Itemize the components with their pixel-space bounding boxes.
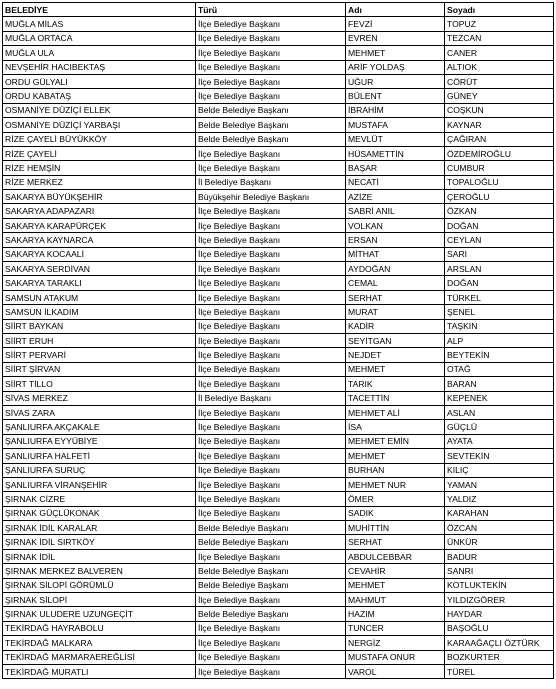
cell-turu: İlçe Belediye Başkanı <box>196 233 346 247</box>
table-row <box>3 549 554 563</box>
cell-turu: İlçe Belediye Başkanı <box>196 650 346 664</box>
table-row <box>3 492 554 506</box>
cell-turu: Belde Belediye Başkanı <box>196 118 346 132</box>
cell-belediye: ŞIRNAK GÜÇLÜKONAK <box>3 506 196 520</box>
table-row <box>3 621 554 635</box>
cell-belediye: MUĞLA MİLAS <box>3 17 196 31</box>
cell-belediye: ŞANLIURFA EYYÜBİYE <box>3 434 196 448</box>
cell-belediye: ŞIRNAK ULUDERE UZUNGEÇİT <box>3 607 196 621</box>
table-row <box>3 463 554 477</box>
cell-turu: İlçe Belediye Başkanı <box>196 31 346 45</box>
cell-turu: İlçe Belediye Başkanı <box>196 247 346 261</box>
cell-adi: TUNCER <box>346 621 445 635</box>
cell-soyadi: KOTLUKTEKİN <box>445 578 554 592</box>
cell-adi: KADİR <box>346 319 445 333</box>
table-row <box>3 190 554 204</box>
cell-adi: NEJDET <box>346 348 445 362</box>
cell-soyadi: YILDIZGÖRER <box>445 593 554 607</box>
cell-belediye: MUĞLA ULA <box>3 46 196 60</box>
cell-turu: İlçe Belediye Başkanı <box>196 89 346 103</box>
cell-soyadi: ŞENEL <box>445 305 554 319</box>
table-row <box>3 290 554 304</box>
cell-soyadi: CEYLAN <box>445 233 554 247</box>
cell-belediye: OSMANİYE DÜZİÇİ YARBAŞI <box>3 118 196 132</box>
cell-turu: İlçe Belediye Başkanı <box>196 305 346 319</box>
cell-soyadi: TOPALOĞLU <box>445 175 554 189</box>
cell-soyadi: SEVTEKİN <box>445 449 554 463</box>
header-row <box>3 3 554 17</box>
cell-belediye: SİİRT TİLLO <box>3 377 196 391</box>
cell-adi: SADIK <box>346 506 445 520</box>
cell-adi: MAHMUT <box>346 593 445 607</box>
table-row <box>3 146 554 160</box>
header-soyadi: Soyadı <box>445 3 554 17</box>
cell-soyadi: BARAN <box>445 377 554 391</box>
cell-turu: İlçe Belediye Başkanı <box>196 204 346 218</box>
header-belediye: BELEDİYE <box>3 3 196 17</box>
cell-belediye: ŞIRNAK İDİL KARALAR <box>3 521 196 535</box>
cell-adi: AZİZE <box>346 190 445 204</box>
cell-adi: İSA <box>346 420 445 434</box>
table-row <box>3 74 554 88</box>
cell-turu: İlçe Belediye Başkanı <box>196 477 346 491</box>
cell-soyadi: YAMAN <box>445 477 554 491</box>
cell-adi: CEVAHİR <box>346 564 445 578</box>
cell-belediye: RİZE HEMŞİN <box>3 161 196 175</box>
table-header <box>3 3 554 17</box>
cell-adi: SERHAT <box>346 290 445 304</box>
cell-adi: CEMAL <box>346 276 445 290</box>
cell-soyadi: OTAĞ <box>445 362 554 376</box>
cell-soyadi: SANRI <box>445 564 554 578</box>
cell-soyadi: DOĞAN <box>445 276 554 290</box>
cell-turu: Belde Belediye Başkanı <box>196 607 346 621</box>
cell-adi: MEHMET NUR <box>346 477 445 491</box>
cell-adi: MEVLÜT <box>346 132 445 146</box>
cell-belediye: TEKİRDAĞ MURATLI <box>3 664 196 678</box>
cell-adi: ÖMER <box>346 492 445 506</box>
cell-adi: MEHMET <box>346 449 445 463</box>
cell-soyadi: BADUR <box>445 549 554 563</box>
cell-adi: ERSAN <box>346 233 445 247</box>
cell-turu: İlçe Belediye Başkanı <box>196 218 346 232</box>
cell-belediye: ŞANLIURFA AKÇAKALE <box>3 420 196 434</box>
cell-turu: Belde Belediye Başkanı <box>196 132 346 146</box>
cell-soyadi: ALTIOK <box>445 60 554 74</box>
cell-adi: MEHMET ALİ <box>346 405 445 419</box>
cell-belediye: SAMSUN İLKADIM <box>3 305 196 319</box>
cell-belediye: NEVŞEHİR HACIBEKTAŞ <box>3 60 196 74</box>
cell-soyadi: KARAHAN <box>445 506 554 520</box>
cell-turu: İlçe Belediye Başkanı <box>196 434 346 448</box>
cell-belediye: SAKARYA KAYNARCA <box>3 233 196 247</box>
cell-adi: BURHAN <box>346 463 445 477</box>
table-row <box>3 305 554 319</box>
cell-turu: İlçe Belediye Başkanı <box>196 46 346 60</box>
cell-turu: İlçe Belediye Başkanı <box>196 17 346 31</box>
cell-adi: NERGİZ <box>346 636 445 650</box>
cell-adi: EVREN <box>346 31 445 45</box>
cell-turu: İlçe Belediye Başkanı <box>196 276 346 290</box>
cell-adi: BAŞAR <box>346 161 445 175</box>
table-row <box>3 564 554 578</box>
table-row <box>3 578 554 592</box>
cell-belediye: TEKİRDAĞ MARMARAEREĞLİSİ <box>3 650 196 664</box>
table-row <box>3 60 554 74</box>
cell-soyadi: TOPUZ <box>445 17 554 31</box>
cell-belediye: RİZE ÇAYELİ <box>3 146 196 160</box>
table-row <box>3 161 554 175</box>
cell-soyadi: TAŞKIN <box>445 319 554 333</box>
table-row <box>3 664 554 678</box>
table-row <box>3 262 554 276</box>
mayors-table <box>2 2 554 679</box>
cell-belediye: ŞIRNAK CİZRE <box>3 492 196 506</box>
cell-turu: İlçe Belediye Başkanı <box>196 333 346 347</box>
cell-soyadi: BAŞOĞLU <box>445 621 554 635</box>
cell-turu: Belde Belediye Başkanı <box>196 535 346 549</box>
cell-belediye: ŞIRNAK MERKEZ BALVEREN <box>3 564 196 578</box>
cell-belediye: SAKARYA KOCAALİ <box>3 247 196 261</box>
cell-turu: İlçe Belediye Başkanı <box>196 420 346 434</box>
table-row <box>3 175 554 189</box>
cell-adi: MURAT <box>346 305 445 319</box>
cell-belediye: ŞANLIURFA HALFETİ <box>3 449 196 463</box>
cell-soyadi: GÜÇLÜ <box>445 420 554 434</box>
cell-belediye: ŞIRNAK SİLOPİ GÖRÜMLÜ <box>3 578 196 592</box>
cell-turu: İlçe Belediye Başkanı <box>196 405 346 419</box>
cell-turu: İlçe Belediye Başkanı <box>196 636 346 650</box>
cell-soyadi: ALP <box>445 333 554 347</box>
cell-adi: MUSTAFA ONUR <box>346 650 445 664</box>
cell-adi: NECATİ <box>346 175 445 189</box>
cell-turu: İlçe Belediye Başkanı <box>196 593 346 607</box>
cell-soyadi: ÖZDEMİROĞLU <box>445 146 554 160</box>
cell-adi: MUHİTTİN <box>346 521 445 535</box>
cell-adi: ABDULCEBBAR <box>346 549 445 563</box>
cell-soyadi: YALDIZ <box>445 492 554 506</box>
cell-adi: VAROL <box>346 664 445 678</box>
cell-turu: İl Belediye Başkanı <box>196 175 346 189</box>
cell-soyadi: BOZKURTER <box>445 650 554 664</box>
cell-soyadi: HAYDAR <box>445 607 554 621</box>
cell-belediye: SAKARYA SERDİVAN <box>3 262 196 276</box>
cell-adi: UĞUR <box>346 74 445 88</box>
table-row <box>3 477 554 491</box>
table-row <box>3 103 554 117</box>
cell-soyadi: ÖZKAN <box>445 204 554 218</box>
table-row <box>3 535 554 549</box>
cell-turu: İlçe Belediye Başkanı <box>196 377 346 391</box>
cell-soyadi: ÇEROĞLU <box>445 190 554 204</box>
cell-adi: TACETTİN <box>346 391 445 405</box>
cell-belediye: SAKARYA KARAPÜRÇEK <box>3 218 196 232</box>
cell-soyadi: SARI <box>445 247 554 261</box>
cell-soyadi: CANER <box>445 46 554 60</box>
cell-turu: İlçe Belediye Başkanı <box>196 74 346 88</box>
cell-adi: BÜLENT <box>346 89 445 103</box>
cell-soyadi: BEYTEKİN <box>445 348 554 362</box>
cell-turu: İlçe Belediye Başkanı <box>196 362 346 376</box>
table-row <box>3 593 554 607</box>
cell-soyadi: TEZCAN <box>445 31 554 45</box>
cell-soyadi: KAYNAR <box>445 118 554 132</box>
cell-adi: MEHMET <box>346 578 445 592</box>
cell-belediye: ŞIRNAK İDİL SIRTKÖY <box>3 535 196 549</box>
cell-turu: İlçe Belediye Başkanı <box>196 506 346 520</box>
table-row <box>3 218 554 232</box>
cell-soyadi: ÜNKÜR <box>445 535 554 549</box>
cell-soyadi: ASLAN <box>445 405 554 419</box>
cell-adi: İBRAHİM <box>346 103 445 117</box>
cell-belediye: ŞIRNAK İDİL <box>3 549 196 563</box>
cell-adi: SEYİTGAN <box>346 333 445 347</box>
cell-adi: HÜSAMETTİN <box>346 146 445 160</box>
cell-adi: FEVZİ <box>346 17 445 31</box>
table-row <box>3 31 554 45</box>
cell-belediye: SİVAS MERKEZ <box>3 391 196 405</box>
cell-turu: İlçe Belediye Başkanı <box>196 161 346 175</box>
cell-soyadi: KEPENEK <box>445 391 554 405</box>
table-row <box>3 319 554 333</box>
table-row <box>3 247 554 261</box>
header-turu: Türü <box>196 3 346 17</box>
cell-adi: SERHAT <box>346 535 445 549</box>
cell-belediye: TEKİRDAĞ MALKARA <box>3 636 196 650</box>
cell-belediye: RİZE MERKEZ <box>3 175 196 189</box>
table-row <box>3 420 554 434</box>
cell-belediye: SİİRT BAYKAN <box>3 319 196 333</box>
table-row <box>3 276 554 290</box>
table-row <box>3 362 554 376</box>
cell-turu: İlçe Belediye Başkanı <box>196 621 346 635</box>
cell-belediye: ŞANLIURFA VİRANŞEHİR <box>3 477 196 491</box>
cell-belediye: ŞANLIURFA SURUÇ <box>3 463 196 477</box>
cell-turu: İlçe Belediye Başkanı <box>196 319 346 333</box>
cell-belediye: SAKARYA ADAPAZARI <box>3 204 196 218</box>
cell-soyadi: DOĞAN <box>445 218 554 232</box>
table-row <box>3 348 554 362</box>
cell-turu: İl Belediye Başkanı <box>196 391 346 405</box>
table-row <box>3 607 554 621</box>
table-row <box>3 17 554 31</box>
cell-belediye: OSMANİYE DÜZİÇİ ELLEK <box>3 103 196 117</box>
cell-turu: İlçe Belediye Başkanı <box>196 146 346 160</box>
cell-turu: Belde Belediye Başkanı <box>196 103 346 117</box>
cell-soyadi: KARAAĞAÇLI ÖZTÜRK <box>445 636 554 650</box>
cell-adi: VOLKAN <box>346 218 445 232</box>
cell-adi: SABRİ ANIL <box>346 204 445 218</box>
table-body <box>3 17 554 679</box>
cell-turu: İlçe Belediye Başkanı <box>196 664 346 678</box>
table-row <box>3 333 554 347</box>
table-row <box>3 132 554 146</box>
cell-soyadi: CÖRÜT <box>445 74 554 88</box>
cell-belediye: RİZE ÇAYELİ BÜYÜKKÖY <box>3 132 196 146</box>
cell-soyadi: ÖZCAN <box>445 521 554 535</box>
table-row <box>3 636 554 650</box>
table-row <box>3 449 554 463</box>
cell-soyadi: TÜREL <box>445 664 554 678</box>
cell-soyadi: TÜRKEL <box>445 290 554 304</box>
cell-adi: MEHMET EMİN <box>346 434 445 448</box>
cell-belediye: TEKİRDAĞ HAYRABOLU <box>3 621 196 635</box>
cell-turu: İlçe Belediye Başkanı <box>196 348 346 362</box>
cell-turu: İlçe Belediye Başkanı <box>196 449 346 463</box>
cell-adi: MİTHAT <box>346 247 445 261</box>
cell-belediye: SİİRT ERUH <box>3 333 196 347</box>
table-row <box>3 204 554 218</box>
cell-soyadi: COŞKUN <box>445 103 554 117</box>
cell-turu: İlçe Belediye Başkanı <box>196 262 346 276</box>
table-row <box>3 434 554 448</box>
table-row <box>3 118 554 132</box>
cell-adi: TARIK <box>346 377 445 391</box>
table-row <box>3 521 554 535</box>
cell-belediye: SİVAS ZARA <box>3 405 196 419</box>
cell-soyadi: CUMBUR <box>445 161 554 175</box>
table-row <box>3 506 554 520</box>
cell-turu: İlçe Belediye Başkanı <box>196 492 346 506</box>
cell-turu: Belde Belediye Başkanı <box>196 564 346 578</box>
cell-belediye: SİİRT ŞİRVAN <box>3 362 196 376</box>
table-row <box>3 233 554 247</box>
cell-belediye: SAKARYA BÜYÜKŞEHİR <box>3 190 196 204</box>
cell-soyadi: ÇAĞIRAN <box>445 132 554 146</box>
cell-soyadi: AYATA <box>445 434 554 448</box>
table-row <box>3 650 554 664</box>
cell-soyadi: ARSLAN <box>445 262 554 276</box>
table-row <box>3 46 554 60</box>
cell-turu: İlçe Belediye Başkanı <box>196 463 346 477</box>
cell-belediye: ŞIRNAK SİLOPİ <box>3 593 196 607</box>
table-row <box>3 405 554 419</box>
cell-turu: Belde Belediye Başkanı <box>196 521 346 535</box>
table-row <box>3 89 554 103</box>
cell-adi: HAZIM <box>346 607 445 621</box>
table-row <box>3 391 554 405</box>
cell-adi: MUSTAFA <box>346 118 445 132</box>
cell-belediye: SAMSUN ATAKUM <box>3 290 196 304</box>
cell-belediye: SİİRT PERVARİ <box>3 348 196 362</box>
cell-turu: İlçe Belediye Başkanı <box>196 290 346 304</box>
cell-adi: ARİF YOLDAŞ <box>346 60 445 74</box>
cell-belediye: ORDU KABATAŞ <box>3 89 196 103</box>
cell-belediye: SAKARYA TARAKLI <box>3 276 196 290</box>
cell-adi: MEHMET <box>346 362 445 376</box>
cell-belediye: ORDU GÜLYALI <box>3 74 196 88</box>
cell-adi: AYDOĞAN <box>346 262 445 276</box>
cell-turu: Büyükşehir Belediye Başkanı <box>196 190 346 204</box>
header-adi: Adı <box>346 3 445 17</box>
cell-soyadi: KILIÇ <box>445 463 554 477</box>
cell-turu: İlçe Belediye Başkanı <box>196 60 346 74</box>
cell-soyadi: GÜNEY <box>445 89 554 103</box>
cell-turu: İlçe Belediye Başkanı <box>196 549 346 563</box>
cell-belediye: MUĞLA ORTACA <box>3 31 196 45</box>
table-row <box>3 377 554 391</box>
cell-adi: MEHMET <box>346 46 445 60</box>
cell-turu: Belde Belediye Başkanı <box>196 578 346 592</box>
